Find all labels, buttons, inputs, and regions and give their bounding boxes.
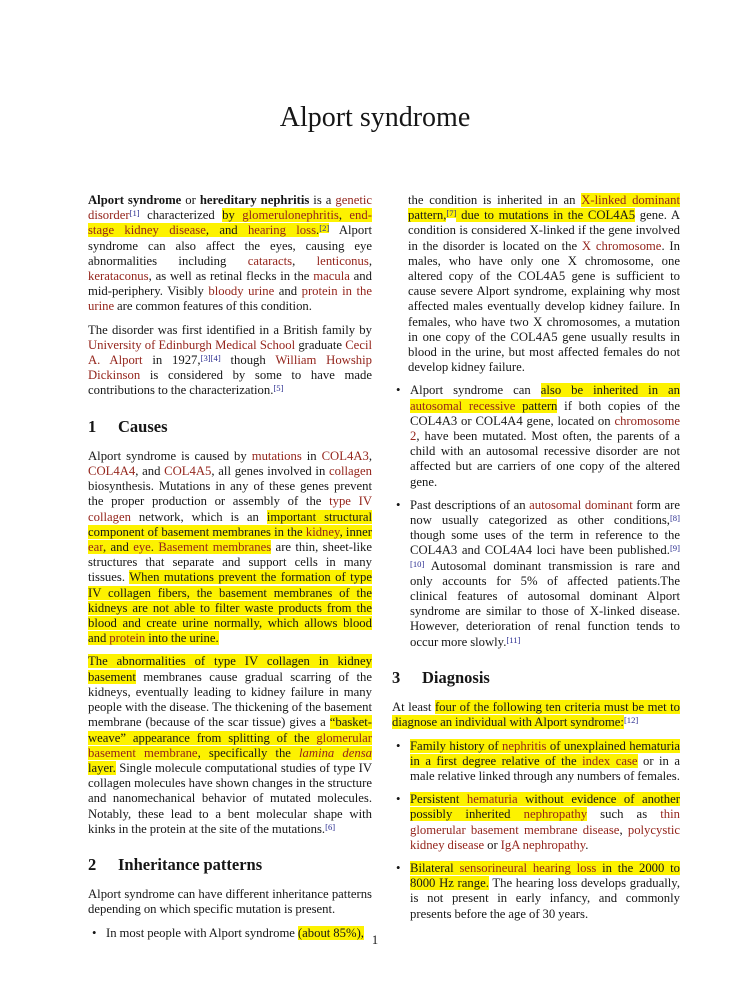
- text-run: , have been mutated. Most often, the parents of a child with an autosomal recessive disorder are not affected but are carriers of one copy of the altered gene.: [410, 429, 680, 489]
- text-run: and: [274, 284, 302, 299]
- text-run: if both copies of the COL4A3 or COL4A4 gene, located on: [410, 398, 680, 428]
- text-run: or: [181, 193, 200, 207]
- text-run: , inner: [339, 524, 372, 539]
- list-item-text: [410, 383, 680, 488]
- section-number: 1: [88, 416, 97, 436]
- text-run: , specifically the: [197, 745, 300, 760]
- bullet-icon: •: [396, 497, 401, 512]
- link-text[interactable]: autosomal dominant: [529, 497, 633, 512]
- link-text[interactable]: kerataconus: [88, 269, 149, 284]
- link-text[interactable]: Cecil A. Alport: [88, 337, 372, 368]
- citation-ref[interactable]: [5]: [273, 383, 284, 394]
- link-text[interactable]: cataracts: [247, 253, 293, 268]
- text-run: Persistent: [410, 792, 467, 807]
- text-run: ,: [368, 253, 372, 268]
- text-run: The disorder was first identified in a British family by: [88, 322, 372, 337]
- text-run: characterized: [139, 208, 223, 223]
- paragraph: [392, 700, 680, 730]
- link-text[interactable]: Basement membranes: [158, 540, 272, 555]
- text-run: , and: [102, 540, 134, 555]
- link-text[interactable]: William Howship Dickinson: [88, 353, 372, 383]
- paragraph: [88, 654, 372, 836]
- text-run: Alport syndrome is caused by: [88, 448, 252, 463]
- text-run: Alport syndrome can also affect the eyes, causing eye abnormalities including: [88, 223, 372, 268]
- text-run: hereditary nephritis: [199, 193, 310, 207]
- bullet-icon: •: [396, 738, 401, 753]
- link-text[interactable]: nephropathy: [523, 807, 588, 822]
- list-item: [392, 739, 680, 785]
- citation-ref[interactable]: [7]: [446, 208, 457, 219]
- paragraph: [88, 449, 372, 647]
- text-run: or in a male relative linked through any numbers of females.: [410, 753, 680, 783]
- text-run: When mutations prevent the formation of type IV collagen fibers, the basement membranes of the kidneys are not able to filter waste products from the blood and create urine normally, which allows blood and: [88, 570, 372, 646]
- section-title: Causes: [118, 416, 168, 436]
- text-run: , and: [205, 223, 248, 238]
- list-item: [392, 498, 680, 650]
- link-text[interactable]: COL4A3: [321, 448, 369, 463]
- paragraph: [408, 193, 680, 375]
- link-text[interactable]: hematuria: [466, 792, 518, 807]
- text-run: , as well as retinal flecks in the: [148, 269, 314, 284]
- list-item: [392, 861, 680, 922]
- paragraph: [88, 323, 372, 399]
- link-text[interactable]: collagen: [329, 464, 372, 479]
- text-run: though some uses of the term in reference to the COL4A3 and COL4A4 loci have been published.: [410, 528, 680, 558]
- page-number: 1: [371, 933, 379, 947]
- link-text[interactable]: type IV collagen: [88, 494, 372, 524]
- link-text[interactable]: X-linked dominant: [581, 193, 680, 207]
- section-heading: [392, 667, 680, 687]
- link-text[interactable]: index case: [582, 753, 638, 768]
- text-run: the condition is inherited in an: [408, 193, 582, 207]
- section-number: 3: [392, 667, 401, 687]
- text-run: in the 2000 to 8000 Hz range.: [410, 860, 680, 891]
- link-text[interactable]: genetic disorder: [88, 193, 373, 223]
- text-run: ,: [338, 208, 350, 223]
- text-run: The hearing loss develops gradually, is not present in early infancy, and commonly presents before the age of 30 years.: [410, 876, 680, 921]
- link-text[interactable]: lenticonus: [316, 253, 369, 268]
- text-run: into the urine.: [145, 631, 219, 646]
- link-text[interactable]: ear: [88, 540, 103, 555]
- text-run: are common features of this condition.: [114, 299, 312, 314]
- text-run: graduate: [295, 337, 346, 352]
- text-run: .: [316, 223, 320, 238]
- list-item: [392, 792, 680, 853]
- link-text[interactable]: end-stage kidney disease: [88, 208, 372, 238]
- text-run: important structural component of basement membranes in the: [88, 509, 372, 539]
- bullet-icon: •: [396, 383, 401, 398]
- link-text[interactable]: X chromosome: [581, 238, 662, 253]
- link-text[interactable]: eye: [133, 540, 151, 555]
- link-text[interactable]: glomerulonephritis: [242, 208, 339, 223]
- text-run: in 1927,: [142, 353, 201, 368]
- text-run: “basket-weave” appearance from splitting of the: [88, 715, 372, 745]
- right-column: [392, 193, 680, 930]
- citation-ref[interactable]: [9][10]: [410, 543, 680, 569]
- section-number: 2: [88, 854, 97, 874]
- link-text[interactable]: COL4A4: [88, 464, 136, 479]
- text-run: also be inherited in an: [540, 383, 680, 398]
- citation-ref[interactable]: [12]: [623, 715, 639, 726]
- link-text[interactable]: kidney: [305, 524, 340, 539]
- text-run: and mid-periphery. Visibly: [88, 269, 372, 299]
- text-run: Alport syndrome: [88, 193, 182, 207]
- text-run: Past descriptions of an: [410, 497, 530, 512]
- link-text[interactable]: sensorineural hearing loss: [459, 860, 597, 875]
- text-run: is a: [309, 193, 336, 207]
- text-run: .: [585, 837, 589, 852]
- text-run: are thin, sheet-like structures that separate and support cells in many tissues.: [88, 540, 372, 585]
- text-run: The abnormalities of type IV collagen in kidney basement: [88, 654, 372, 684]
- list-item-text: [410, 498, 680, 649]
- section-title: Inheritance patterns: [118, 854, 263, 874]
- text-run: ,: [292, 253, 317, 268]
- link-text[interactable]: lamina densa: [299, 745, 372, 760]
- page-title: Alport syndrome: [279, 102, 471, 133]
- bullet-icon: •: [396, 860, 401, 875]
- text-run: such as: [587, 807, 661, 822]
- list-item-text: [410, 861, 680, 921]
- link-text[interactable]: protein: [109, 631, 146, 646]
- text-run: , and: [135, 464, 165, 479]
- link-text[interactable]: COL4A5: [164, 464, 212, 479]
- text-run: Autosomal dominant transmission is rare and only accounts for 5% of affected patients.The clinical features of autosomal dominant Alport syndrome are similar to those of X-linked disease. However, deterioration of renal function tends to occur more slowly.: [410, 558, 680, 649]
- citation-ref[interactable]: [11]: [506, 634, 521, 645]
- text-run: membranes cause gradual scarring of the kidneys, eventually leading to kidney failure in many people with the disease. The thickening of the basement membrane (because of the scar tissue) gives a: [88, 669, 372, 730]
- link-text[interactable]: chromosome 2: [410, 413, 680, 444]
- citation-ref[interactable]: [1]: [129, 208, 140, 219]
- text-run: in: [301, 448, 322, 463]
- text-run: biosynthesis. Mutations in any of these genes prevent the proper production or assembly of the: [88, 479, 372, 509]
- text-run: of unexplained hematuria in a first degree relative of the: [410, 738, 680, 768]
- text-run: due to mutations in the COL4A5: [456, 208, 636, 223]
- link-text[interactable]: University of Edinburgh Medical School: [88, 337, 296, 352]
- link-text[interactable]: thin glomerular basement membrane disease: [410, 807, 680, 837]
- citation-ref[interactable]: [3][4]: [200, 353, 221, 364]
- text-run: four of the following ten criteria must be met to diagnose an individual with Alport syndrome:: [392, 700, 680, 730]
- text-run: , all genes involved in: [211, 464, 330, 479]
- text-run: pattern: [515, 398, 558, 413]
- link-text[interactable]: polycystic kidney disease: [410, 822, 680, 852]
- link-text[interactable]: protein in the urine: [88, 284, 372, 314]
- bullet-icon: •: [396, 792, 401, 807]
- link-text[interactable]: bloody urine: [208, 284, 275, 299]
- text-run: .: [150, 540, 159, 555]
- section-title: Diagnosis: [422, 667, 490, 687]
- text-run: is considered by some to have made contributions to the characterization.: [88, 368, 372, 398]
- text-run: Alport syndrome can: [410, 383, 541, 398]
- list-item-text: [410, 792, 680, 852]
- text-run: Family history of: [410, 738, 503, 753]
- bullet-icon: •: [92, 925, 97, 940]
- list-item-text: [410, 739, 680, 783]
- text-run: network, which is an: [130, 509, 267, 524]
- text-run: or: [484, 837, 501, 852]
- text-run: (about 85%),: [297, 925, 364, 940]
- link-text[interactable]: autosomal recessive: [410, 398, 516, 413]
- text-run: At least: [392, 700, 435, 715]
- text-run: layer.: [88, 760, 116, 775]
- text-run: without evidence of another possibly inherited: [410, 792, 681, 822]
- citation-ref[interactable]: [8]: [669, 513, 680, 524]
- link-text[interactable]: IgA nephropathy: [500, 837, 586, 852]
- paragraph: [88, 193, 372, 315]
- text-run: form are now usually categorized as other conditions,: [410, 497, 680, 528]
- text-run: though: [220, 353, 276, 368]
- text-run: Bilateral: [410, 860, 460, 875]
- citation-ref[interactable]: [2]: [319, 223, 330, 234]
- section-heading: [88, 416, 372, 436]
- link-text[interactable]: macula: [313, 269, 350, 284]
- text-run: ,: [619, 822, 628, 837]
- list-item: [392, 383, 680, 489]
- text-run: pattern,: [408, 208, 447, 223]
- link-text[interactable]: glomerular basement membrane: [88, 730, 372, 760]
- link-text[interactable]: nephritis: [502, 738, 547, 753]
- text-run: ,: [368, 448, 372, 463]
- text-run: . In males, who have only one X chromosome, one altered copy of the COL4A5 gene is sufficient to cause severe Alport syndrome, explaining why most affected males eventually develop kidney failure. In females, who have two X chromosomes, a mutation in one copy of the COL4A5 gene usually results in blood in the urine, but most affected females do not develop kidney failure.: [408, 238, 680, 375]
- paragraph: [88, 887, 372, 917]
- section-heading: [88, 854, 372, 874]
- citation-ref[interactable]: [6]: [325, 821, 336, 832]
- text-run: Alport syndrome can have different inheritance patterns depending on which specific mutation is present.: [88, 887, 372, 917]
- text-run: In most people with Alport syndrome: [106, 925, 298, 940]
- text-run: gene. A condition is considered X-linked if the gene involved in the disorder is located on the: [408, 208, 680, 253]
- left-column: [88, 193, 372, 949]
- text-run: by: [222, 208, 243, 223]
- link-text[interactable]: hearing loss: [247, 223, 317, 238]
- text-run: Single molecule computational studies of type IV collagen molecules have shown changes in the structure and nanomechanical behavior of mutated molecules. Notably, these lead to a bent molecular shape with kinks in the protein at the site of the mutations.: [88, 760, 372, 836]
- link-text[interactable]: mutations: [251, 448, 302, 463]
